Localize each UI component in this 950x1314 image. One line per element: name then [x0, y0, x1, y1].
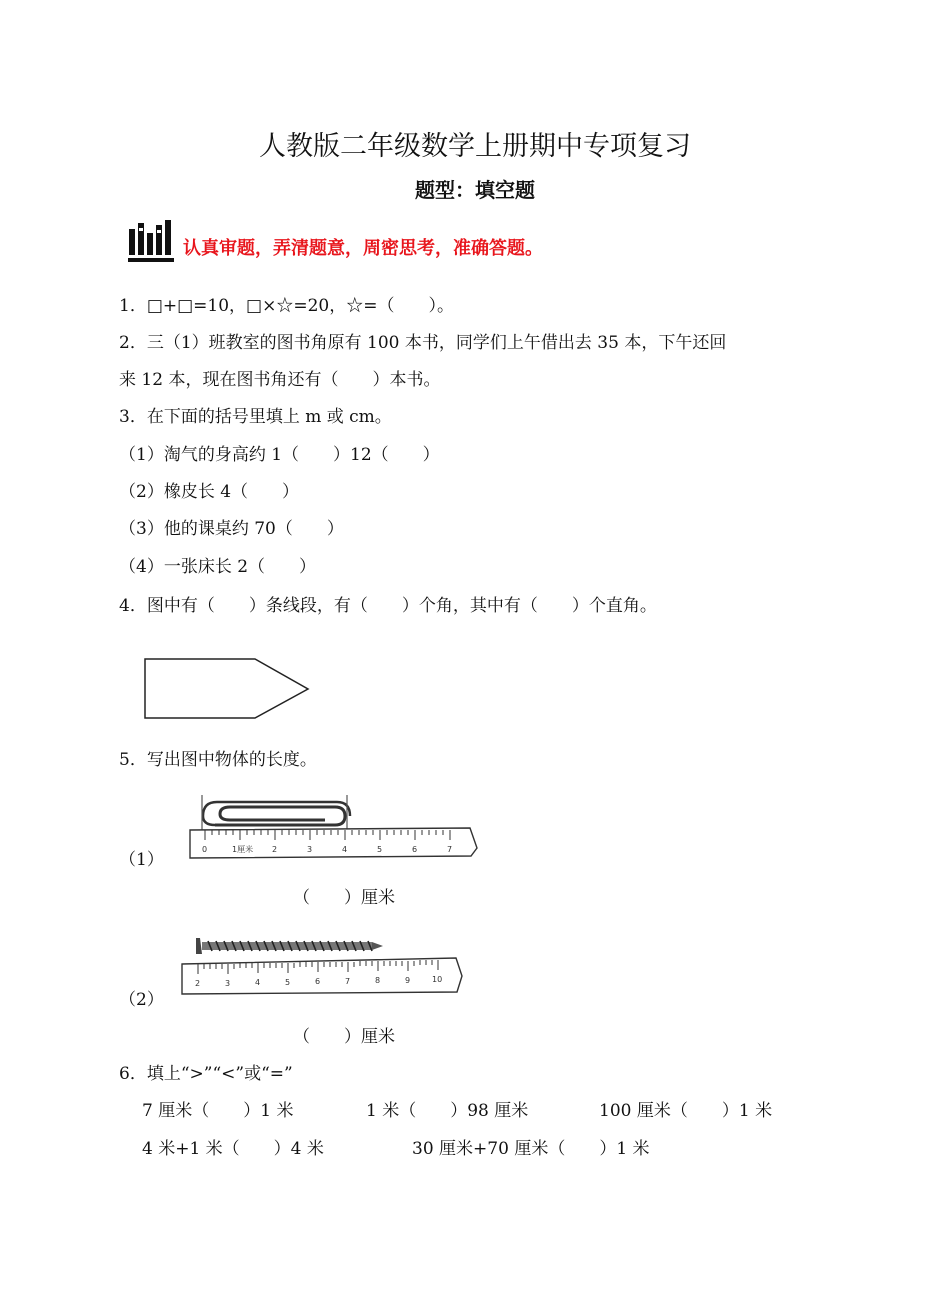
- ruler-1-label: 3: [307, 845, 313, 854]
- question-5-stem: 5．写出图中物体的长度。: [119, 750, 317, 770]
- ruler-1-label: 2: [272, 845, 278, 854]
- question-2-line-1: 2．三（1）班教室的图书角原有 100 本书，同学们上午借出去 35 本，下午还回: [119, 333, 727, 353]
- ruler-with-screw: [178, 928, 468, 1003]
- ruler-with-paperclip: [185, 790, 485, 865]
- question-2-line-2: 来 12 本，现在图书角还有（ ）本书。: [119, 370, 441, 390]
- ruler-1-label: 1厘米: [232, 845, 254, 854]
- question-6-item: 100 厘米（ ）1 米: [599, 1101, 773, 1121]
- ruler-2-label: 4: [255, 978, 261, 987]
- question-4: 4．图中有（ ）条线段，有（ ）个角，其中有（ ）个直角。: [119, 596, 657, 616]
- ruler-2-label: 5: [285, 978, 291, 987]
- pentagon-figure: [140, 655, 315, 723]
- question-1: 1．□+□=10，□×☆=20，☆=（ ）。: [119, 296, 454, 316]
- question-3-stem: 3．在下面的括号里填上 m 或 cm。: [119, 407, 392, 427]
- question-5-part-1-label: （1）: [119, 850, 164, 870]
- question-6-item: 4 米+1 米（ ）4 米: [142, 1139, 324, 1159]
- ruler-1-label: 7: [447, 845, 453, 854]
- exam-tip: 认真审题，弄清题意，周密思考，准确答题。: [183, 238, 543, 259]
- ruler-1-label: 0: [202, 845, 208, 854]
- question-3-item-2: （2）橡皮长 4（ ）: [119, 482, 300, 502]
- ruler-1-label: 5: [377, 845, 383, 854]
- ruler-2-label: 2: [195, 979, 201, 988]
- question-3-item-3: （3）他的课桌约 70（ ）: [119, 519, 344, 539]
- ruler-2-label: 8: [375, 976, 381, 985]
- ruler-2-label: 6: [315, 977, 321, 986]
- ruler-2-label: 3: [225, 979, 231, 988]
- page-title: 人教版二年级数学上册期中专项复习: [259, 131, 691, 162]
- question-5-part-1-answer: （ ）厘米: [293, 888, 395, 908]
- ruler-2-label: 9: [405, 976, 411, 985]
- ruler-2-label: 7: [345, 977, 351, 986]
- question-3-item-1: （1）淘气的身高约 1（ ）12（ ）: [119, 445, 440, 465]
- question-5-part-2-label: （2）: [119, 990, 164, 1010]
- ruler-2-label: 10: [432, 975, 443, 984]
- ruler-1-label: 4: [342, 845, 348, 854]
- paperclip: [215, 807, 345, 825]
- question-5-part-2-answer: （ ）厘米: [293, 1027, 395, 1047]
- question-6-item: 7 厘米（ ）1 米: [142, 1101, 294, 1121]
- question-6-stem: 6．填上“>”“<”或“=”: [119, 1064, 293, 1084]
- question-3-item-4: （4）一张床长 2（ ）: [119, 557, 317, 577]
- books-icon: [128, 219, 174, 263]
- ruler-1-label: 6: [412, 845, 418, 854]
- question-6-item: 30 厘米+70 厘米（ ）1 米: [412, 1139, 650, 1159]
- question-6-item: 1 米（ ）98 厘米: [366, 1101, 529, 1121]
- screw: [196, 938, 383, 954]
- page-subtitle: 题型：填空题: [415, 178, 535, 202]
